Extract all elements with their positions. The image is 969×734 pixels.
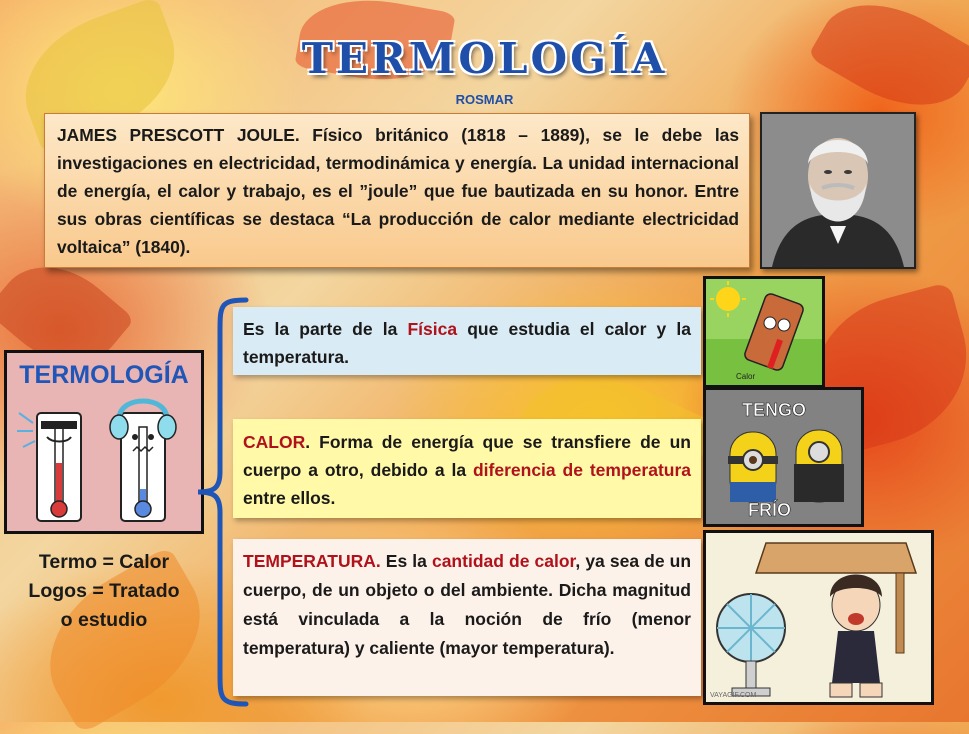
definition-temperatura (233, 539, 701, 696)
def2-text: . Forma de energía que se transfiere de un cuerpo a otro, debido a la (243, 432, 691, 480)
cartoon-illustration (706, 279, 822, 385)
def1-text: Es la parte de la (243, 319, 408, 339)
def3-text: Es la (380, 551, 432, 571)
hot-thermometer-cartoon (703, 276, 825, 388)
minions-illustration (706, 390, 861, 524)
def3-term: TEMPERATURA. (243, 551, 381, 571)
minions-bottom-text: FRÍO (748, 500, 791, 520)
fan-girl-illustration (706, 533, 931, 702)
definition-calor (233, 419, 701, 518)
thermometers-illustration (7, 397, 201, 529)
def2-text-end: entre ellos. (243, 488, 336, 508)
def2-term: CALOR (243, 432, 306, 452)
def3-highlight: cantidad de calor (431, 551, 576, 571)
def1-highlight: Física (407, 319, 458, 339)
termologia-card (4, 350, 204, 534)
def1-text-end: que estudia el calor y la temperatura. (243, 319, 691, 367)
def3-text-end: , ya sea de un cuerpo, de un objeto o del ambiente. Dicha magnitud está vinculada a la noción de frío (menor temperatura) y caliente (mayor temperatura). (243, 551, 692, 658)
minions-top-text: TENGO (742, 400, 807, 420)
etymology-line: Termo = Calor (38, 551, 170, 573)
page-title: TERMOLOGÍA (301, 34, 668, 83)
etymology-line: Logos = Tratado (28, 580, 180, 602)
fan-girl-image (703, 530, 934, 705)
definition-termologia (233, 307, 701, 375)
card-title: TERMOLOGÍA (19, 361, 189, 389)
etymology-line: o estudio (60, 609, 148, 631)
cartoon-caption: Calor (736, 372, 756, 381)
joule-portrait (760, 112, 916, 269)
minions-cold-image (703, 387, 864, 527)
author-label: ROSMAR (455, 92, 514, 107)
def2-highlight: diferencia de temperatura (472, 460, 692, 480)
fan-watermark: VAYAGIF.COM (710, 692, 757, 699)
etymology-text (0, 548, 208, 635)
portrait-illustration (762, 114, 914, 267)
joule-bio-box: JAMES PRESCOTT JOULE. Físico británico (1818 – 1889), se le debe las investigaciones en electricidad, termodinámica y energía. La unidad internacional de energía, el calor y trabajo, es el ”joule” que fue bautizada en su honor. Entre sus obras científicas se destaca “La producción de calor mediante electricidad voltaica” (1840). (44, 113, 750, 268)
